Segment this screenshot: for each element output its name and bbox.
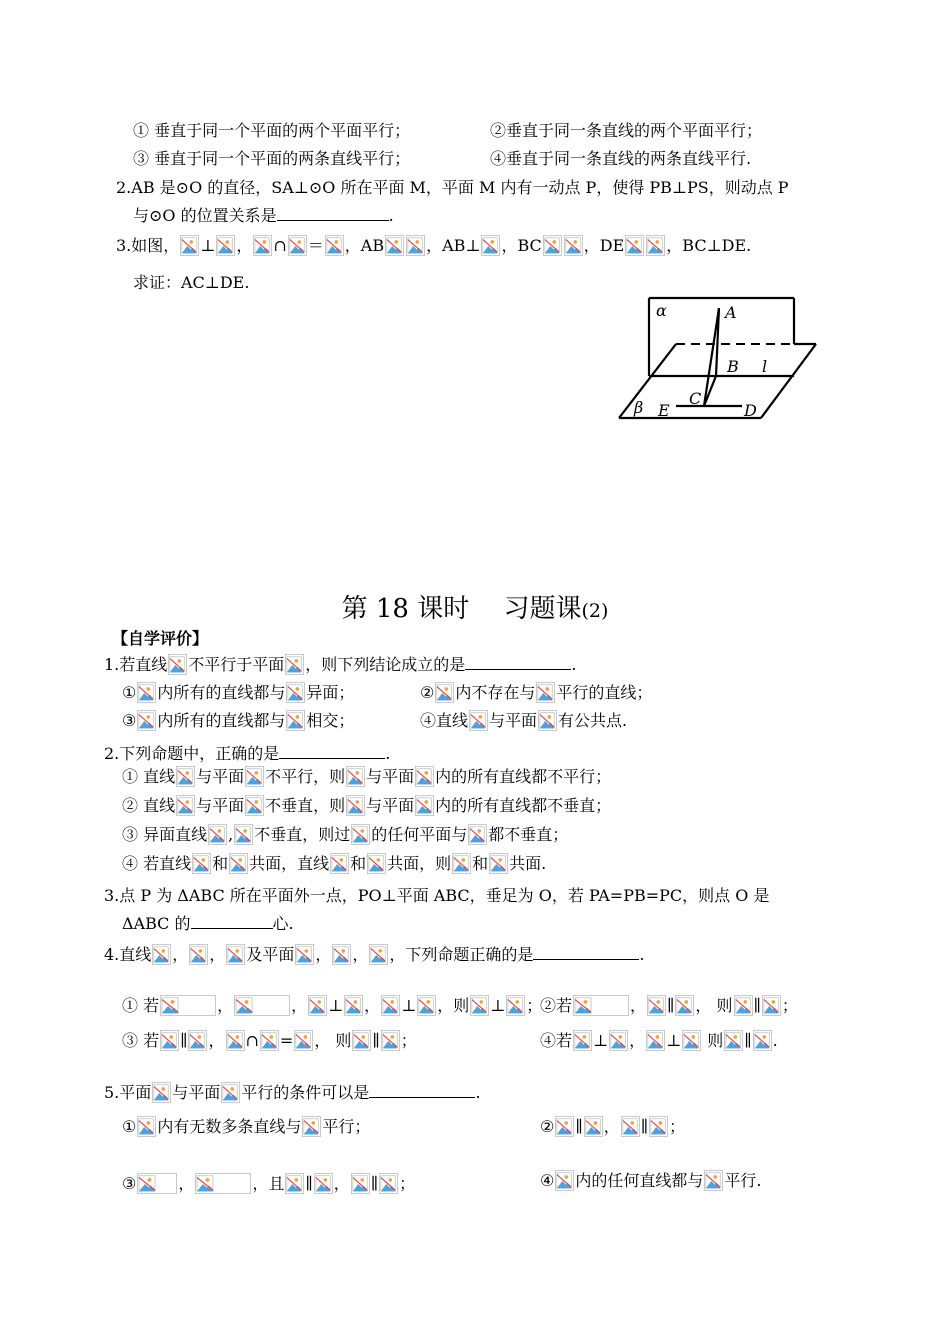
- image-placeholder-icon: [137, 1173, 177, 1194]
- image-placeholder-icon: [704, 1170, 723, 1191]
- text: 内的所有直线都不垂直；: [435, 796, 612, 815]
- image-placeholder-icon: [351, 1173, 370, 1194]
- text: ∥: [180, 1031, 188, 1050]
- text: ∥: [370, 1174, 379, 1193]
- text: ΔABC 的: [122, 914, 191, 933]
- image-placeholder-icon: [367, 853, 386, 874]
- image-placeholder-icon: [160, 1030, 179, 1051]
- text: 内有无数多条直线与: [157, 1117, 302, 1136]
- text: ⊥: [401, 996, 417, 1015]
- prev-question-2-cont: [133, 205, 394, 227]
- image-placeholder-icon: [192, 853, 211, 874]
- text: ，: [315, 945, 332, 964]
- text: ，: [629, 1031, 646, 1050]
- text: ，: [364, 996, 381, 1015]
- text: 4.直线: [104, 945, 152, 964]
- image-placeholder-icon: [646, 1030, 665, 1051]
- text: ⊥: [593, 1031, 609, 1050]
- image-placeholder-icon: [137, 710, 156, 731]
- q2-option-3: [122, 824, 568, 846]
- text: ，: [291, 996, 308, 1015]
- text: .: [388, 206, 394, 225]
- text: 的任何平面与: [371, 825, 468, 844]
- text: ④: [540, 1171, 555, 1190]
- image-placeholder-icon: [452, 853, 471, 874]
- image-placeholder-icon: [208, 824, 227, 845]
- image-placeholder-icon: [308, 995, 327, 1016]
- question-3-cont: [122, 913, 294, 935]
- answer-blank[interactable]: [279, 744, 385, 759]
- image-placeholder-icon: [385, 235, 404, 256]
- text: 与平面: [366, 767, 415, 786]
- image-placeholder-icon: [216, 235, 235, 256]
- text: ②: [540, 1117, 555, 1136]
- image-placeholder-icon: [573, 1030, 592, 1051]
- image-placeholder-icon: [285, 654, 304, 675]
- image-placeholder-icon: [417, 995, 436, 1016]
- image-placeholder-icon: [538, 710, 557, 731]
- image-placeholder-icon: [288, 235, 307, 256]
- text: 不平行，则: [265, 767, 346, 786]
- q1-option-4: [420, 710, 627, 732]
- image-placeholder-icon: [260, 1030, 279, 1051]
- text: ，下列命题正确的是: [389, 945, 534, 964]
- text: .: [475, 1083, 481, 1102]
- text: ①: [122, 1117, 137, 1136]
- image-placeholder-icon: [188, 1030, 207, 1051]
- image-placeholder-icon: [168, 654, 187, 675]
- label-e: E: [658, 401, 670, 420]
- text: 3.如图，: [116, 236, 180, 255]
- title-sub: (2): [581, 600, 609, 622]
- image-placeholder-icon: [295, 944, 314, 965]
- image-placeholder-icon: [625, 235, 644, 256]
- text: ，: [172, 945, 189, 964]
- text: ③: [122, 1174, 137, 1193]
- image-placeholder-icon: [346, 766, 365, 787]
- text: ∥: [372, 1031, 380, 1050]
- text: 和: [212, 854, 229, 873]
- text: 2.下列命题中，正确的是: [104, 744, 280, 763]
- image-placeholder-icon: [555, 1170, 574, 1191]
- image-placeholder-icon: [406, 235, 425, 256]
- text: 内的所有直线都不平行；: [435, 767, 612, 786]
- image-placeholder-icon: [435, 682, 454, 703]
- image-placeholder-icon: [415, 795, 434, 816]
- label-beta: β: [634, 398, 644, 417]
- answer-blank[interactable]: [277, 206, 389, 221]
- text: ① 直线: [122, 767, 176, 786]
- image-placeholder-icon: [234, 824, 253, 845]
- lesson-title: [0, 592, 950, 628]
- image-placeholder-icon: [489, 853, 508, 874]
- label-d: D: [744, 401, 757, 420]
- answer-blank[interactable]: [465, 655, 571, 670]
- image-placeholder-icon: [734, 995, 753, 1016]
- prev-option-4: ④垂直于同一条直线的两条直线平行.: [490, 149, 752, 168]
- image-placeholder-icon: [234, 995, 290, 1016]
- text: ① 若: [122, 996, 160, 1015]
- text: 不平行于平面: [188, 655, 285, 674]
- answer-blank[interactable]: [369, 1083, 475, 1098]
- text: ∥: [640, 1117, 649, 1136]
- text: ；: [400, 1031, 417, 1050]
- text: 共面，则: [387, 854, 452, 873]
- image-placeholder-icon: [195, 1173, 251, 1194]
- text: 内所有的直线都与: [157, 711, 286, 730]
- text: ，则下列结论成立的是: [305, 655, 466, 674]
- text: 内的任何直线都与: [575, 1171, 704, 1190]
- image-placeholder-icon: [584, 1116, 603, 1137]
- text: ，: [217, 996, 234, 1015]
- image-placeholder-icon: [470, 995, 489, 1016]
- q2-option-2: [122, 795, 611, 817]
- title-main: 第 18 课时 习题课: [341, 594, 582, 624]
- image-placeholder-icon: [325, 235, 344, 256]
- image-placeholder-icon: [176, 795, 195, 816]
- text: ∩: [273, 236, 287, 255]
- question-2: [104, 743, 390, 765]
- image-placeholder-icon: [137, 682, 156, 703]
- text: 及平面: [246, 945, 295, 964]
- text: 1.若直线: [104, 655, 168, 674]
- question-1: [104, 654, 576, 676]
- q5-option-4: [540, 1170, 761, 1192]
- image-placeholder-icon: [621, 1116, 640, 1137]
- prev-question-2: 2.AB 是⊙O 的直径，SA⊥⊙O 所在平面 M，平面 M 内有一动点 P，使得 PB⊥PS，则动点 P: [116, 178, 789, 197]
- text: 与平面: [366, 796, 415, 815]
- image-placeholder-icon: [543, 235, 562, 256]
- q2-option-4: [122, 853, 546, 875]
- section-heading: 【自学评价】: [112, 629, 209, 648]
- text: ∥: [744, 1031, 752, 1050]
- text: ②: [420, 683, 435, 702]
- text: 平行的直线；: [556, 683, 653, 702]
- text: 5.平面: [104, 1083, 152, 1102]
- image-placeholder-icon: [536, 682, 555, 703]
- text: ，AB⊥: [426, 236, 481, 255]
- text: 则: [702, 1031, 724, 1050]
- image-placeholder-icon: [189, 944, 208, 965]
- image-placeholder-icon: [152, 944, 171, 965]
- image-placeholder-icon: [753, 1030, 772, 1051]
- text: 平行的条件可以是: [241, 1083, 370, 1102]
- text: ，: [603, 1117, 620, 1136]
- image-placeholder-icon: [245, 766, 264, 787]
- text: 共面.: [509, 854, 547, 873]
- text: .: [385, 744, 391, 763]
- image-placeholder-icon: [564, 235, 583, 256]
- text: ，AB: [344, 236, 385, 255]
- beta-right-edge: [761, 344, 816, 418]
- text: 都不垂直；: [488, 825, 569, 844]
- text: ∥: [575, 1117, 583, 1136]
- q4-option-3: [122, 1030, 417, 1052]
- q4-option-2: [540, 995, 798, 1017]
- image-placeholder-icon: [285, 1173, 304, 1194]
- q1-option-3: [122, 710, 354, 732]
- image-placeholder-icon: [226, 1030, 245, 1051]
- image-placeholder-icon: [286, 710, 305, 731]
- answer-blank[interactable]: [191, 914, 273, 929]
- text: ；: [669, 1117, 686, 1136]
- image-placeholder-icon: [302, 1116, 321, 1137]
- image-placeholder-icon: [555, 1116, 574, 1137]
- text: 平行.: [724, 1171, 762, 1190]
- text: ①: [122, 683, 137, 702]
- geometry-figure: [614, 292, 820, 422]
- text: ③ 异面直线: [122, 825, 208, 844]
- image-placeholder-icon: [469, 710, 488, 731]
- q1-option-2: [420, 682, 652, 704]
- text: ，: [352, 945, 369, 964]
- q5-option-3: [122, 1173, 415, 1195]
- image-placeholder-icon: [506, 995, 525, 1016]
- prev-option-3: ③ 垂直于同一个平面的两条直线平行；: [133, 149, 411, 168]
- text: 与平面: [172, 1083, 221, 1102]
- image-placeholder-icon: [346, 795, 365, 816]
- text: 不垂直，则: [265, 796, 346, 815]
- text: ⊥: [328, 996, 344, 1015]
- image-placeholder-icon: [137, 1116, 156, 1137]
- image-placeholder-icon: [379, 1173, 398, 1194]
- text: ，DE: [583, 236, 625, 255]
- q4-option-4: [540, 1030, 778, 1052]
- image-placeholder-icon: [180, 235, 199, 256]
- text: ，: [630, 996, 647, 1015]
- label-a: A: [725, 303, 737, 322]
- text: ,: [228, 825, 234, 844]
- image-placeholder-icon: [314, 1173, 333, 1194]
- label-l: l: [762, 357, 768, 376]
- prev-question-3: [116, 235, 751, 257]
- image-placeholder-icon: [152, 1082, 171, 1103]
- q1-option-1: [122, 682, 354, 704]
- image-placeholder-icon: [253, 235, 272, 256]
- image-placeholder-icon: [160, 995, 216, 1016]
- prev-option-2: ②垂直于同一条直线的两个平面平行；: [490, 121, 763, 140]
- text: ∥: [667, 996, 675, 1015]
- text: ② 直线: [122, 796, 176, 815]
- image-placeholder-icon: [682, 1030, 701, 1051]
- text: ③: [122, 711, 137, 730]
- text: ∩: [245, 1031, 259, 1050]
- text: ∥: [305, 1174, 313, 1193]
- question-3: 3.点 P 为 ΔABC 所在平面外一点，PO⊥平面 ABC，垂足为 O，若 PA=PB=PC，则点 O 是: [104, 886, 770, 905]
- text: ，: [208, 1031, 225, 1050]
- image-placeholder-icon: [415, 766, 434, 787]
- text: .: [571, 655, 577, 674]
- text: ，则: [437, 996, 470, 1015]
- text: ，且: [252, 1174, 285, 1193]
- text: ，: [333, 1174, 350, 1193]
- label-alpha: α: [656, 301, 667, 320]
- image-placeholder-icon: [369, 944, 388, 965]
- proof-statement: 求证：AC⊥DE.: [133, 273, 250, 292]
- text: ，BC⊥DE.: [666, 236, 752, 255]
- text: 不垂直，则过: [254, 825, 351, 844]
- image-placeholder-icon: [352, 1030, 371, 1051]
- text: 心.: [272, 914, 294, 933]
- q5-option-2: [540, 1116, 685, 1138]
- text: 相交；: [306, 711, 355, 730]
- text: 与⊙O 的位置关系是: [133, 206, 277, 225]
- image-placeholder-icon: [381, 1030, 400, 1051]
- image-placeholder-icon: [294, 1030, 313, 1051]
- image-placeholder-icon: [646, 235, 665, 256]
- text: 有公共点.: [558, 711, 628, 730]
- text: 与平面: [196, 767, 245, 786]
- image-placeholder-icon: [609, 1030, 628, 1051]
- text: ，: [209, 945, 226, 964]
- text: 内所有的直线都与: [157, 683, 286, 702]
- text: .: [639, 945, 645, 964]
- text: ∥: [753, 996, 761, 1015]
- text: 平行；: [322, 1117, 371, 1136]
- q4-option-1: [122, 995, 542, 1017]
- label-c: C: [689, 389, 702, 408]
- text: 异面；: [306, 683, 355, 702]
- text: 共面，直线: [249, 854, 330, 873]
- label-b: B: [727, 357, 739, 376]
- text: ⊥: [490, 996, 506, 1015]
- text: 与平面: [489, 711, 538, 730]
- text: ；: [526, 996, 543, 1015]
- text: ④直线: [420, 711, 469, 730]
- image-placeholder-icon: [344, 995, 363, 1016]
- text: 内不存在与: [455, 683, 536, 702]
- text: ，BC: [501, 236, 542, 255]
- text: .: [772, 1031, 778, 1050]
- q2-option-1: [122, 766, 611, 788]
- text: 与平面: [196, 796, 245, 815]
- image-placeholder-icon: [176, 766, 195, 787]
- question-4: [104, 944, 644, 966]
- image-placeholder-icon: [351, 824, 370, 845]
- text: =: [279, 1031, 294, 1050]
- image-placeholder-icon: [481, 235, 500, 256]
- text: 和: [472, 854, 489, 873]
- image-placeholder-icon: [573, 995, 629, 1016]
- text: ＝: [307, 236, 324, 255]
- text: ，: [236, 236, 253, 255]
- question-5: [104, 1082, 480, 1104]
- image-placeholder-icon: [226, 944, 245, 965]
- answer-blank[interactable]: [533, 945, 639, 960]
- prev-option-1: ① 垂直于同一个平面的两个平面平行；: [133, 121, 411, 140]
- text: ；: [781, 996, 798, 1015]
- text: ， 则: [314, 1031, 352, 1050]
- q5-option-1: [122, 1116, 370, 1138]
- text: ②若: [540, 996, 573, 1015]
- text: ⊥: [666, 1031, 682, 1050]
- image-placeholder-icon: [245, 795, 264, 816]
- image-placeholder-icon: [675, 995, 694, 1016]
- image-placeholder-icon: [649, 1116, 668, 1137]
- image-placeholder-icon: [229, 853, 248, 874]
- image-placeholder-icon: [330, 853, 349, 874]
- image-placeholder-icon: [332, 944, 351, 965]
- image-placeholder-icon: [286, 682, 305, 703]
- image-placeholder-icon: [647, 995, 666, 1016]
- text: ④若: [540, 1031, 573, 1050]
- text: ④ 若直线: [122, 854, 192, 873]
- text: ③ 若: [122, 1031, 160, 1050]
- image-placeholder-icon: [762, 995, 781, 1016]
- text: ， 则: [695, 996, 733, 1015]
- image-placeholder-icon: [221, 1082, 240, 1103]
- text: ⊥: [200, 236, 216, 255]
- text: ；: [399, 1174, 416, 1193]
- text: ，: [178, 1174, 195, 1193]
- text: 和: [350, 854, 367, 873]
- image-placeholder-icon: [381, 995, 400, 1016]
- image-placeholder-icon: [468, 824, 487, 845]
- image-placeholder-icon: [724, 1030, 743, 1051]
